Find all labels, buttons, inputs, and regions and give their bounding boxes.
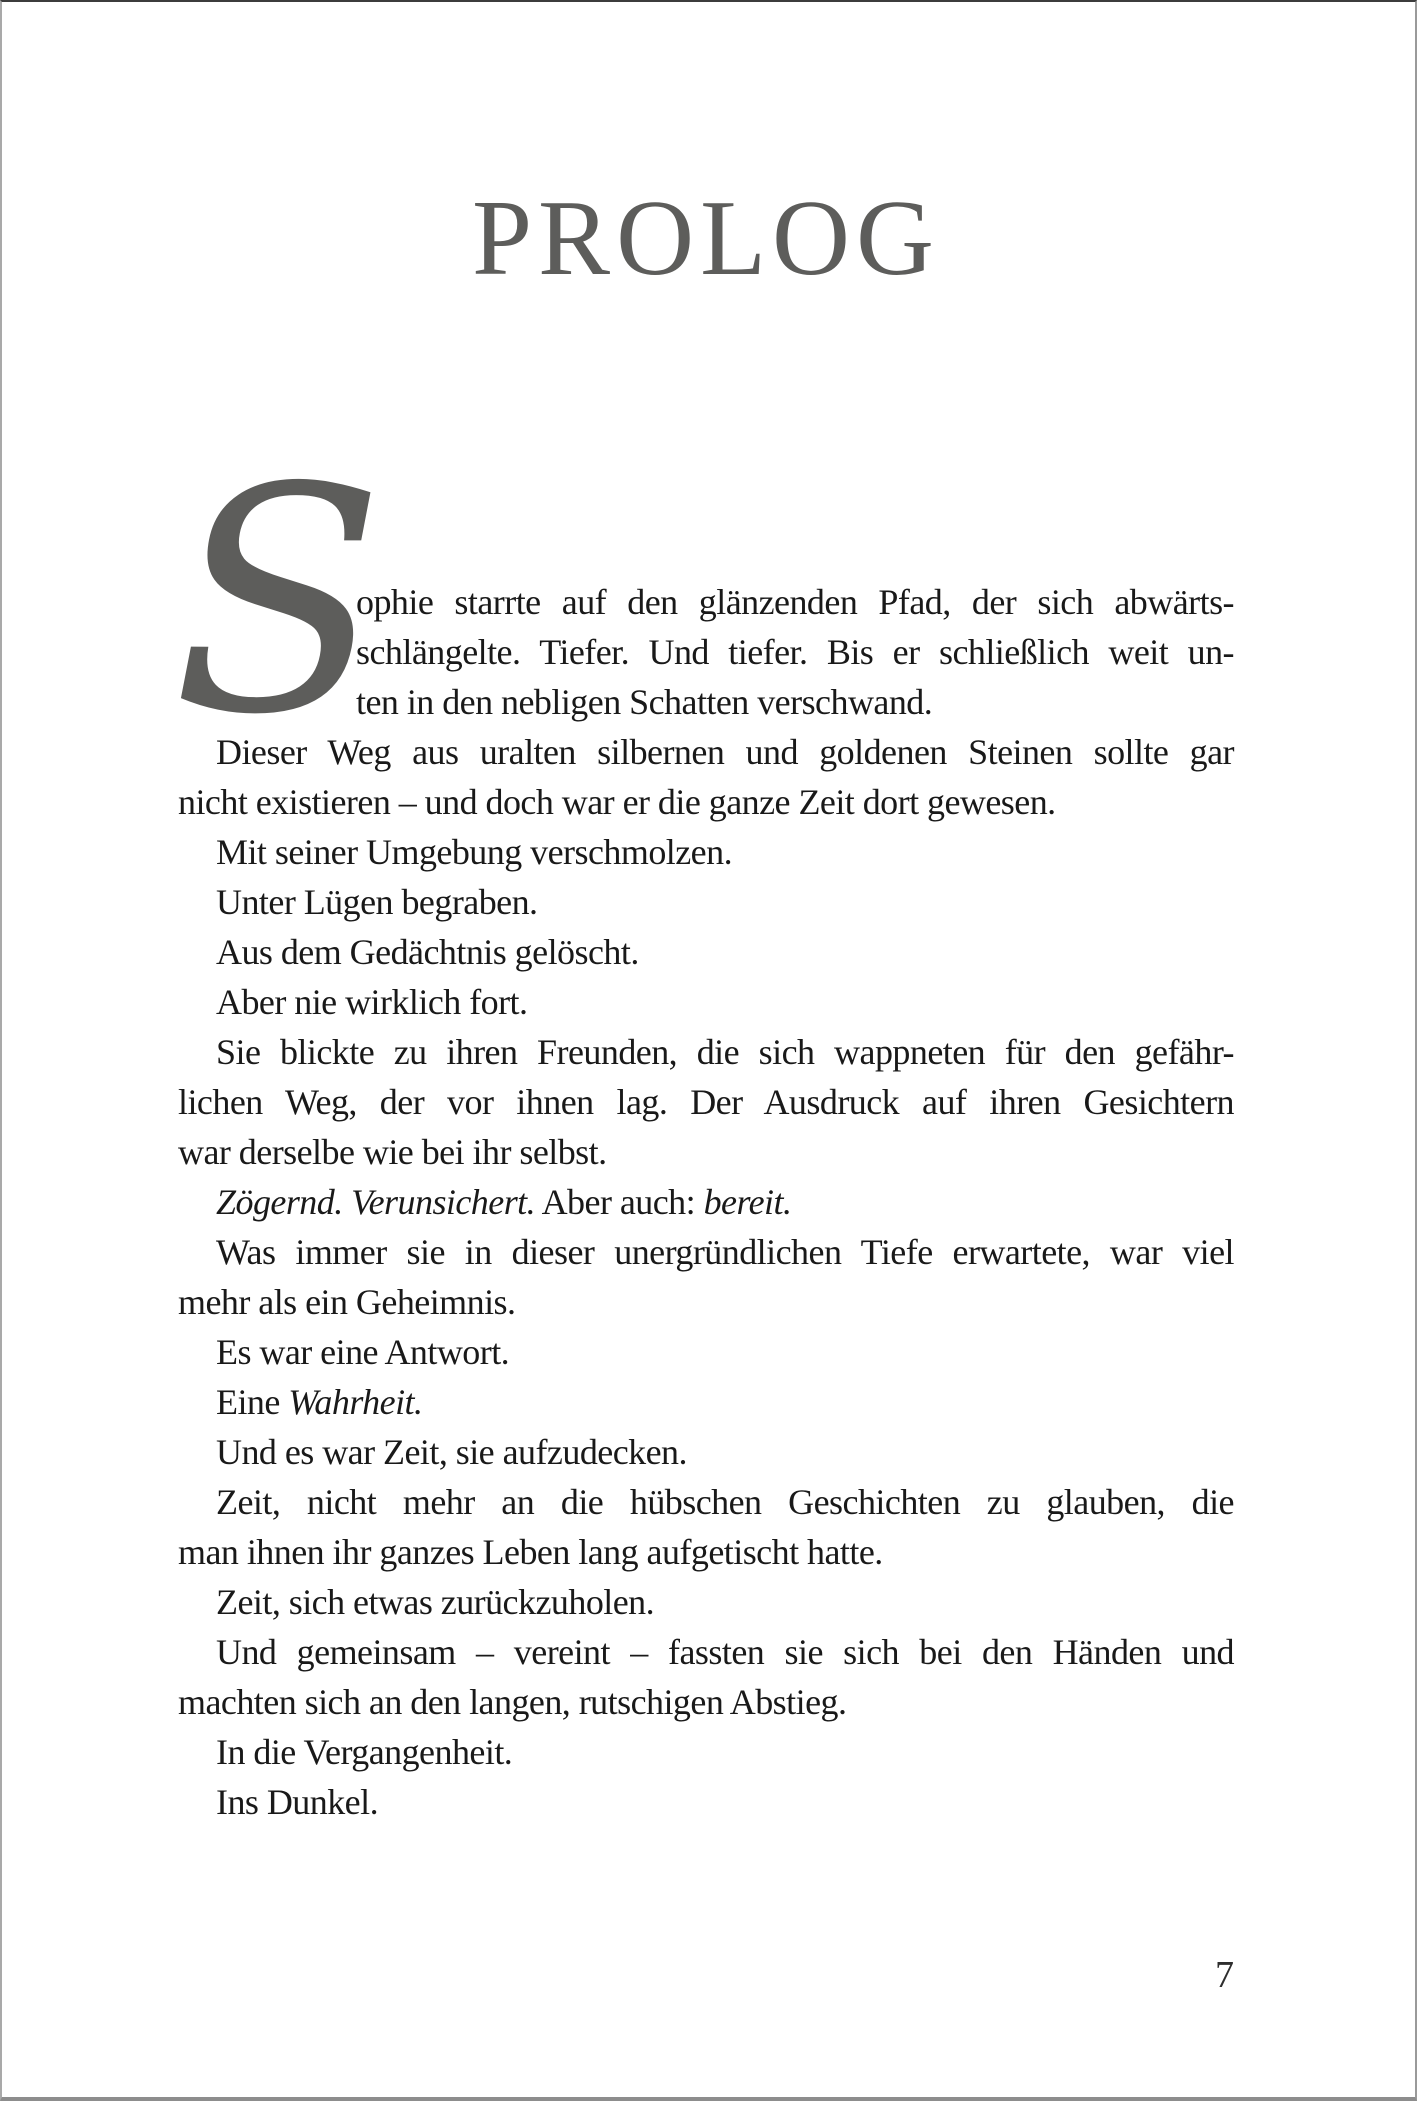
chapter-title: PROLOG bbox=[471, 179, 941, 298]
text-line bbox=[178, 1677, 1234, 1727]
text-line bbox=[178, 1477, 1234, 1527]
text-segment: Dieser Weg aus uralten silbernen und goldenen Steinen sollte gar bbox=[216, 732, 1234, 772]
paragraph bbox=[178, 1427, 1234, 1477]
text-line bbox=[178, 1727, 1234, 1777]
text-line bbox=[178, 1227, 1234, 1277]
text-line bbox=[178, 877, 1234, 927]
text-segment: ten in den nebligen Schatten verschwand. bbox=[356, 682, 933, 722]
paragraph bbox=[178, 1177, 1234, 1227]
text-segment: machten sich an den langen, rutschigen Abstieg. bbox=[178, 1682, 847, 1722]
text-segment: schlängelte. Tiefer. Und tiefer. Bis er schließlich weit un- bbox=[356, 632, 1234, 672]
text-segment: mehr als ein Geheimnis. bbox=[178, 1282, 516, 1322]
text-line bbox=[178, 1627, 1234, 1677]
text-segment: Ins Dunkel. bbox=[216, 1782, 379, 1822]
text-segment: ophie starrte auf den glänzenden Pfad, der sich abwärts- bbox=[356, 582, 1234, 622]
text-segment: Zeit, nicht mehr an die hübschen Geschichten zu glauben, die bbox=[216, 1482, 1234, 1522]
text-line bbox=[178, 1027, 1234, 1077]
text-line bbox=[178, 827, 1234, 877]
paragraph bbox=[178, 1027, 1234, 1177]
text-segment: Eine bbox=[216, 1382, 289, 1422]
paragraph bbox=[178, 1377, 1234, 1427]
drop-cap: S bbox=[172, 422, 385, 783]
text-segment: Aus dem Gedächtnis gelöscht. bbox=[216, 932, 639, 972]
prologue-text bbox=[172, 422, 1234, 1827]
text-segment: Und es war Zeit, sie aufzudecken. bbox=[216, 1432, 687, 1472]
text-line bbox=[178, 1577, 1234, 1627]
text-segment: Sie blickte zu ihren Freunden, die sich wappneten für den gefähr- bbox=[216, 1032, 1234, 1072]
text-segment: nicht existieren – und doch war er die ganze Zeit dort gewesen. bbox=[178, 782, 1056, 822]
paragraph bbox=[178, 1777, 1234, 1827]
paragraph bbox=[178, 977, 1234, 1027]
paragraph bbox=[178, 827, 1234, 877]
text-segment: Zeit, sich etwas zurückzuholen. bbox=[216, 1582, 655, 1622]
text-line bbox=[356, 577, 1234, 627]
text-line bbox=[178, 1427, 1234, 1477]
text-segment: war derselbe wie bei ihr selbst. bbox=[178, 1132, 607, 1172]
paragraph bbox=[178, 1327, 1234, 1377]
paragraph bbox=[178, 1577, 1234, 1627]
text-segment: Aber auch: bbox=[535, 1182, 704, 1222]
text-segment: man ihnen ihr ganzes Leben lang aufgetischt hatte. bbox=[178, 1532, 883, 1572]
text-line bbox=[178, 1327, 1234, 1377]
paragraph bbox=[178, 1727, 1234, 1777]
text-line bbox=[356, 627, 1234, 677]
paragraph bbox=[178, 1227, 1234, 1327]
text-line bbox=[178, 1777, 1234, 1827]
text-segment: Unter Lügen begraben. bbox=[216, 882, 538, 922]
text-line bbox=[178, 1077, 1234, 1127]
text-segment: Es war eine Antwort. bbox=[216, 1332, 510, 1372]
italic-text: Zögernd. Verunsichert. bbox=[216, 1182, 536, 1222]
page-number: 7 bbox=[1215, 1954, 1234, 1996]
text-line bbox=[178, 777, 1234, 827]
text-segment: Mit seiner Umgebung verschmolzen. bbox=[216, 832, 733, 872]
text-line bbox=[178, 1127, 1234, 1177]
italic-text: Wahrheit. bbox=[288, 1382, 423, 1422]
text-line bbox=[356, 677, 1234, 727]
paragraph bbox=[178, 1627, 1234, 1727]
text-line bbox=[178, 927, 1234, 977]
text-line bbox=[178, 1527, 1234, 1577]
text-segment: Aber nie wirklich fort. bbox=[216, 982, 528, 1022]
paragraph bbox=[178, 1477, 1234, 1577]
text-segment: In die Vergangenheit. bbox=[216, 1732, 513, 1772]
text-segment: lichen Weg, der vor ihnen lag. Der Ausdruck auf ihren Gesichtern bbox=[178, 1082, 1234, 1122]
text-line bbox=[178, 1277, 1234, 1327]
text-line bbox=[178, 1377, 1234, 1427]
text-segment: Was immer sie in dieser unergründlichen Tiefe erwartete, war viel bbox=[216, 1232, 1234, 1272]
paragraph bbox=[178, 927, 1234, 977]
italic-text: bereit. bbox=[703, 1182, 792, 1222]
text-segment: Und gemeinsam – vereint – fassten sie sich bei den Händen und bbox=[216, 1632, 1234, 1672]
text-line bbox=[178, 1177, 1234, 1227]
paragraph bbox=[178, 877, 1234, 927]
text-line bbox=[178, 977, 1234, 1027]
